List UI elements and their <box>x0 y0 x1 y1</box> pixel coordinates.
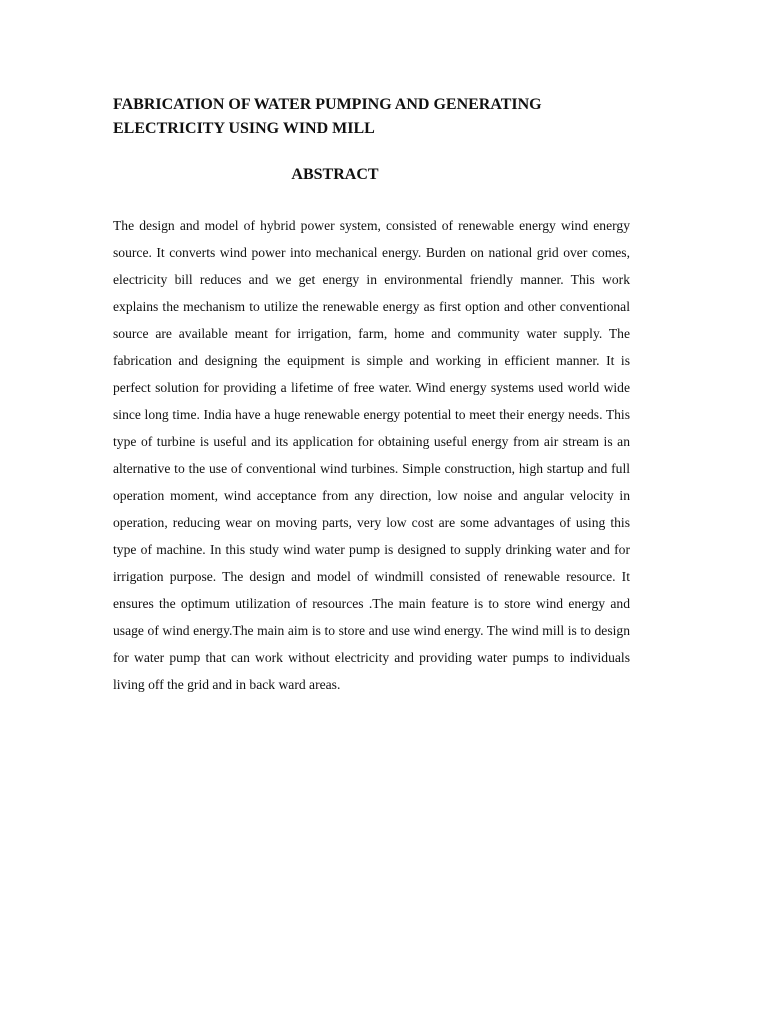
abstract-heading-container <box>0 165 670 185</box>
document-title: FABRICATION OF WATER PUMPING AND GENERATING ELECTRICITY USING WIND MILL <box>113 96 542 137</box>
abstract-heading: ABSTRACT <box>291 166 379 183</box>
abstract-paragraph: The design and model of hybrid power system, consisted of renewable energy wind energy source. It converts wind power into mechanical energy. Burden on national grid over comes, electricity bill reduces and we get energy in environmental friendly manner. This work explains the mechanism to utilize the renewable energy as first option and other conventional source are available meant for irrigation, farm, home and community water supply. The fabrication and designing the equipment is simple and working in efficient manner. It is perfect solution for providing a lifetime of free water. Wind energy systems used world wide since long time. India have a huge renewable energy potential to meet their energy needs. This type of turbine is useful and its application for obtaining useful energy from air stream is an alternative to the use of conventional wind turbines. Simple construction, high startup and full operation moment, wind acceptance from any direction, low noise and angular velocity in operation, reducing wear on moving parts, very low cost are some advantages of using this type of machine. In this study wind water pump is designed to supply drinking water and for irrigation purpose. The design and model of windmill consisted of renewable resource. It ensures the optimum utilization of resources .The main feature is to store wind energy and usage of wind energy.The main aim is to store and use wind energy. The wind mill is to design for water pump that can work without electricity and providing water pumps to individuals living off the grid and in back ward areas. <box>113 218 630 692</box>
